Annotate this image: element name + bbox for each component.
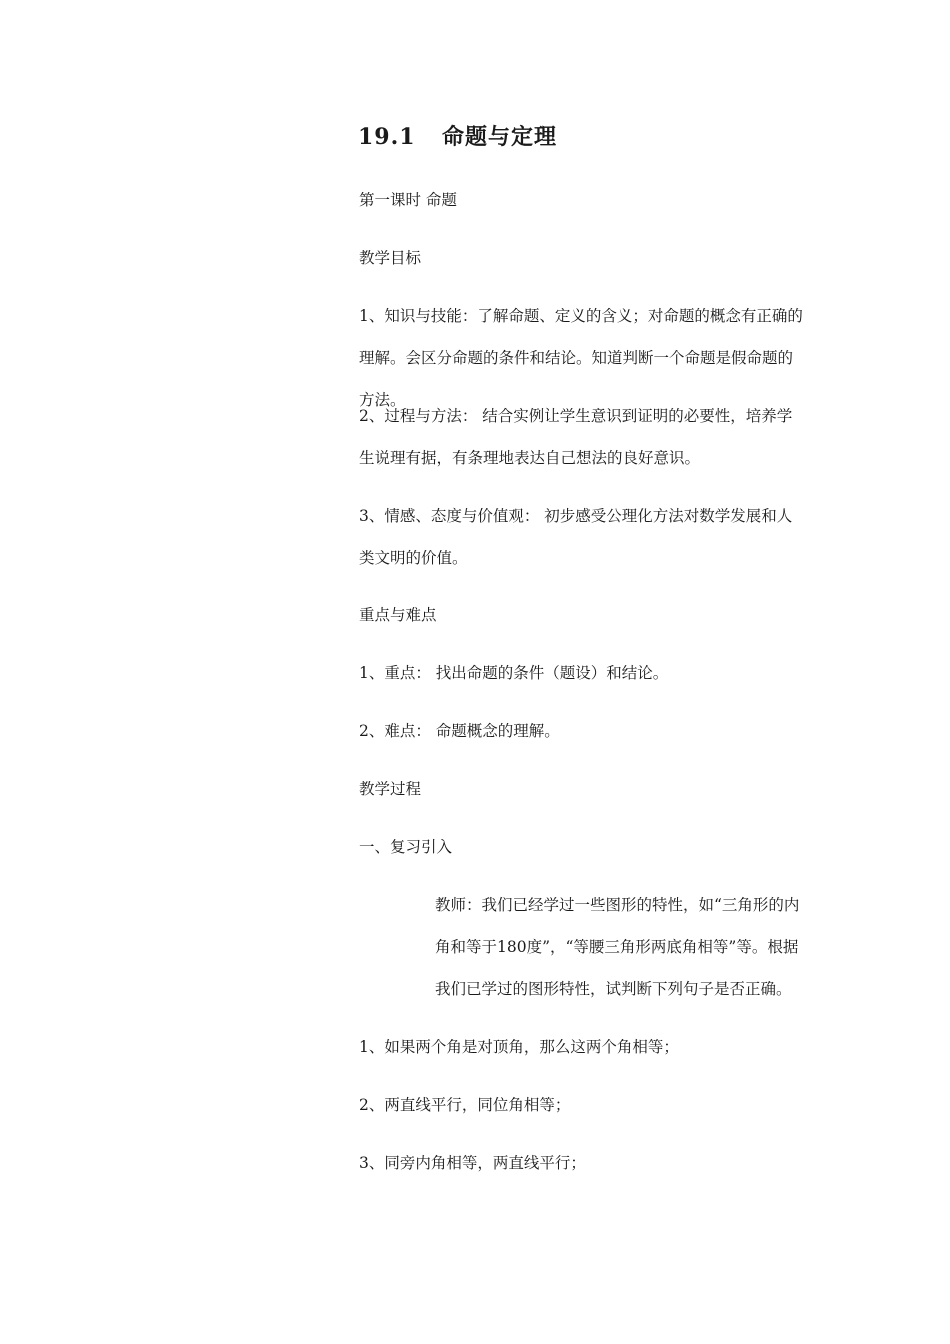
list-item: 2、两直线平行，同位角相等； [359,1096,571,1114]
title-text: 命题与定理 [442,124,558,150]
key-point-2: 2、难点： 命题概念的理解。 [359,722,560,740]
heading-teaching-process: 教学过程 [359,780,422,798]
goal-2-paragraph [145,395,805,479]
goal-3-paragraph [145,495,805,579]
goal-2-text: 2、过程与方法： 结合实例让学生意识到证明的必要性，培养学生说理有据，有条理地表达自己想法的良好意识。 [359,407,793,467]
title-number: 19.1 [358,124,416,150]
document-title [358,120,557,151]
goal-3-text: 3、情感、态度与价值观： 初步感受公理化方法对数学发展和人类文明的价值。 [359,507,793,567]
teacher-paragraph [145,884,805,1010]
heading-teaching-goals: 教学目标 [359,249,422,267]
teacher-text: 教师：我们已经学过一些图形的特性，如“三角形的内角和等于180度”，“等腰三角形两底角相等”等。根据我们已学过的图形特性，试判断下列句子是否正确。 [435,896,800,998]
section-review-intro: 一、复习引入 [359,838,453,856]
list-item: 1、如果两个角是对顶角，那么这两个角相等； [359,1038,679,1056]
heading-key-points: 重点与难点 [359,606,437,624]
lesson-label: 第一课时 命题 [359,191,457,209]
goal-1-text: 1、知识与技能：了解命题、定义的含义；对命题的概念有正确的理解。会区分命题的条件和结论。知道判断一个命题是假命题的方法。 [359,307,803,409]
list-item: 3、同旁内角相等，两直线平行； [359,1154,586,1172]
key-point-1: 1、重点： 找出命题的条件（题设）和结论。 [359,664,669,682]
